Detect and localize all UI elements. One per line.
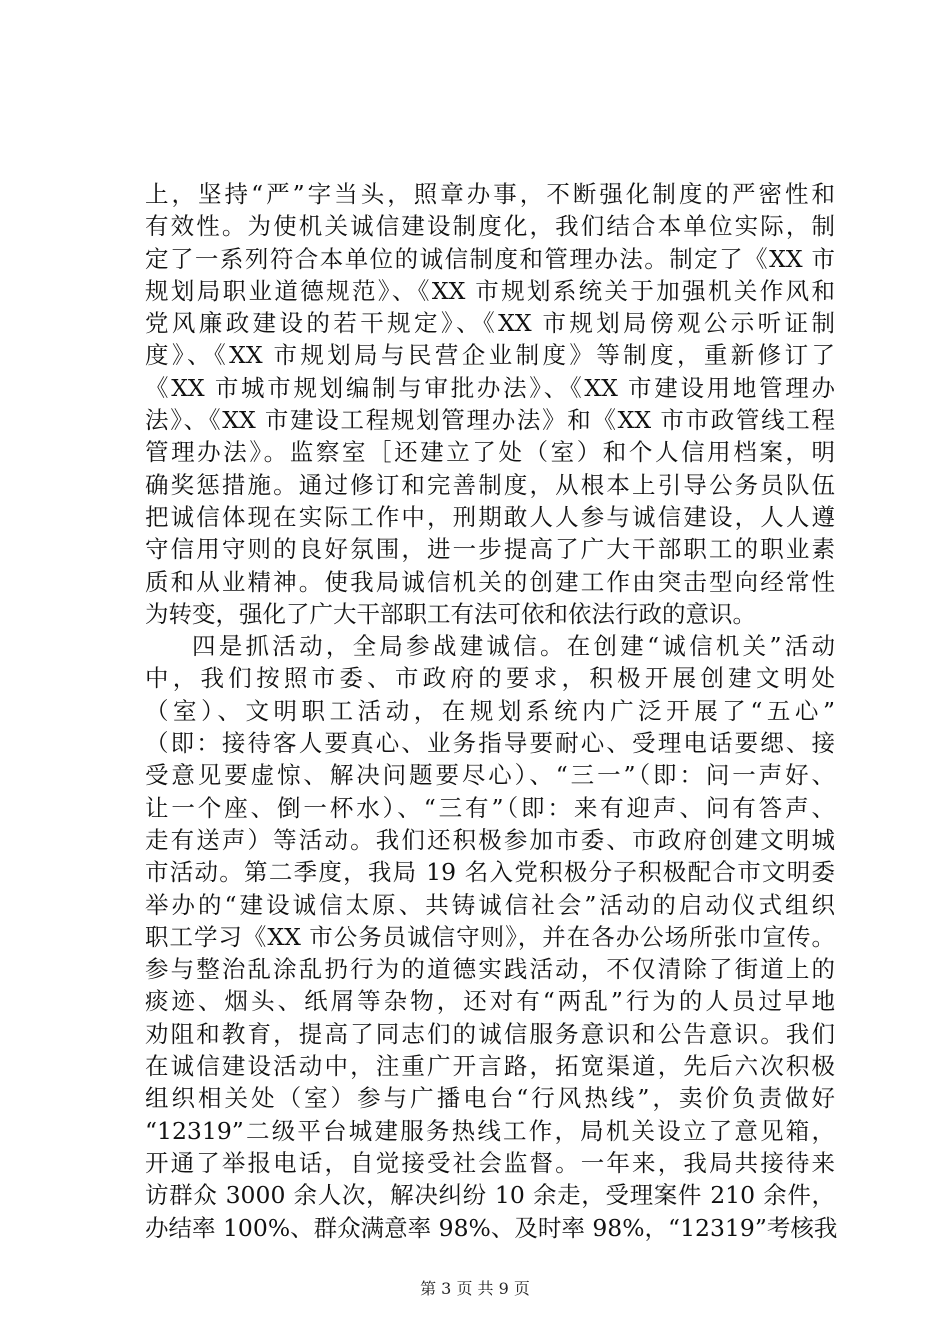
text-line: 确奖惩措施。通过修订和完善制度，从根本上引导公务员队伍 <box>145 470 835 499</box>
text-line: 举办的“建设诚信太原、共铸诚信社会”活动的启动仪式组织 <box>145 890 835 919</box>
text-line: 痰迹、烟头、纸屑等杂物，还对有“两乱”行为的人员过早地 <box>145 987 835 1016</box>
text-line: 有效性。为使机关诚信建设制度化，我们结合本单位实际，制 <box>145 212 835 241</box>
text-line: （室）、文明职工活动，在规划系统内广泛开展了“五心” <box>145 696 835 725</box>
text-line: 《XX 市城市规划编制与审批办法》、《XX 市建设用地管理办 <box>145 373 835 402</box>
text-line: 办结率 100%、群众满意率 98%、及时率 98%，“12319”考核我 <box>145 1213 838 1242</box>
text-line: 访群众 3000 余人次，解决纠纷 10 余走，受理案件 210 余件， <box>145 1181 835 1210</box>
text-line: 党风廉政建设的若干规定》、《XX 市规划局傍观公示听证制 <box>145 309 835 338</box>
text-line: 守信用守则的良好氛围，进一步提高了广大干部职工的职业素 <box>145 535 835 564</box>
body-text <box>145 178 838 1244</box>
text-line: 受意见要虚惊、解决问题要尽心）、“三一”（即：问一声好、 <box>145 761 835 790</box>
text-line: （即：接待客人要真心、业务指导要耐心、受理电话要缌、接 <box>145 729 835 758</box>
text-line: 走有送声）等活动。我们还积极参加市委、市政府创建文明城 <box>145 825 835 854</box>
text-line: 劝阻和教育，提高了同志们的诚信服务意识和公告意识。我们 <box>145 1019 835 1048</box>
text-line: “12319”二级平台城建服务热线工作，局机关设立了意见箱， <box>145 1116 835 1145</box>
text-line: 把诚信体现在实际工作中，刑期敢人人参与诚信建设，人人遵 <box>145 502 835 531</box>
text-line: 度》、《XX 市规划局与民营企业制度》等制度，重新修订了 <box>145 341 835 370</box>
text-line: 定了一系列符合本单位的诚信制度和管理办法。制定了《XX 市 <box>145 244 835 273</box>
text-line: 法》、《XX 市建设工程规划管理办法》和《XX 市市政管线工程 <box>145 406 835 435</box>
paragraph-start-line: 四是抓活动，全局参战建诚信。在创建“诚信机关”活动 <box>192 632 835 661</box>
text-line: 上，坚持“严”字当头，照章办事，不断强化制度的严密性和 <box>145 180 835 208</box>
text-line: 在诚信建设活动中，注重广开言路，拓宽渠道，先后六次积极 <box>145 1052 835 1081</box>
text-line: 管理办法》。监察室［还建立了处（室）和个人信用档案，明 <box>145 438 835 467</box>
text-line: 让一个座、倒一杯水）、“三有”（即：来有迎声、问有答声、 <box>145 793 835 822</box>
text-line: 中，我们按照市委、市政府的要求，积极开展创建文明处 <box>145 664 835 693</box>
text-line: 规划局职业道德规范》、《XX 市规划系统关于加强机关作风和 <box>145 276 835 305</box>
text-line: 组织相关处（室）参与广播电台“行风热线”，卖价负责做好 <box>145 1084 835 1113</box>
page-number-footer: 第 3 页 共 9 页 <box>420 1279 530 1298</box>
text-line: 开通了举报电话，自觉接受社会监督。一年来，我局共接待来 <box>145 1148 835 1177</box>
text-line: 市活动。第二季度，我局 19 名入党积极分子积极配合市文明委 <box>145 858 835 887</box>
paragraph-end-line: 为转变，强化了广大干部职工有法可依和依法行政的意识。 <box>145 599 756 628</box>
text-line: 质和从业精神。使我局诚信机关的创建工作由突击型向经常性 <box>145 567 835 596</box>
text-line: 职工学习《XX 市公务员诚信守则》，并在各办公场所张巾宣传。 <box>145 922 835 951</box>
text-line: 参与整治乱涂乱扔行为的道德实践活动，不仅清除了街道上的 <box>145 955 835 984</box>
